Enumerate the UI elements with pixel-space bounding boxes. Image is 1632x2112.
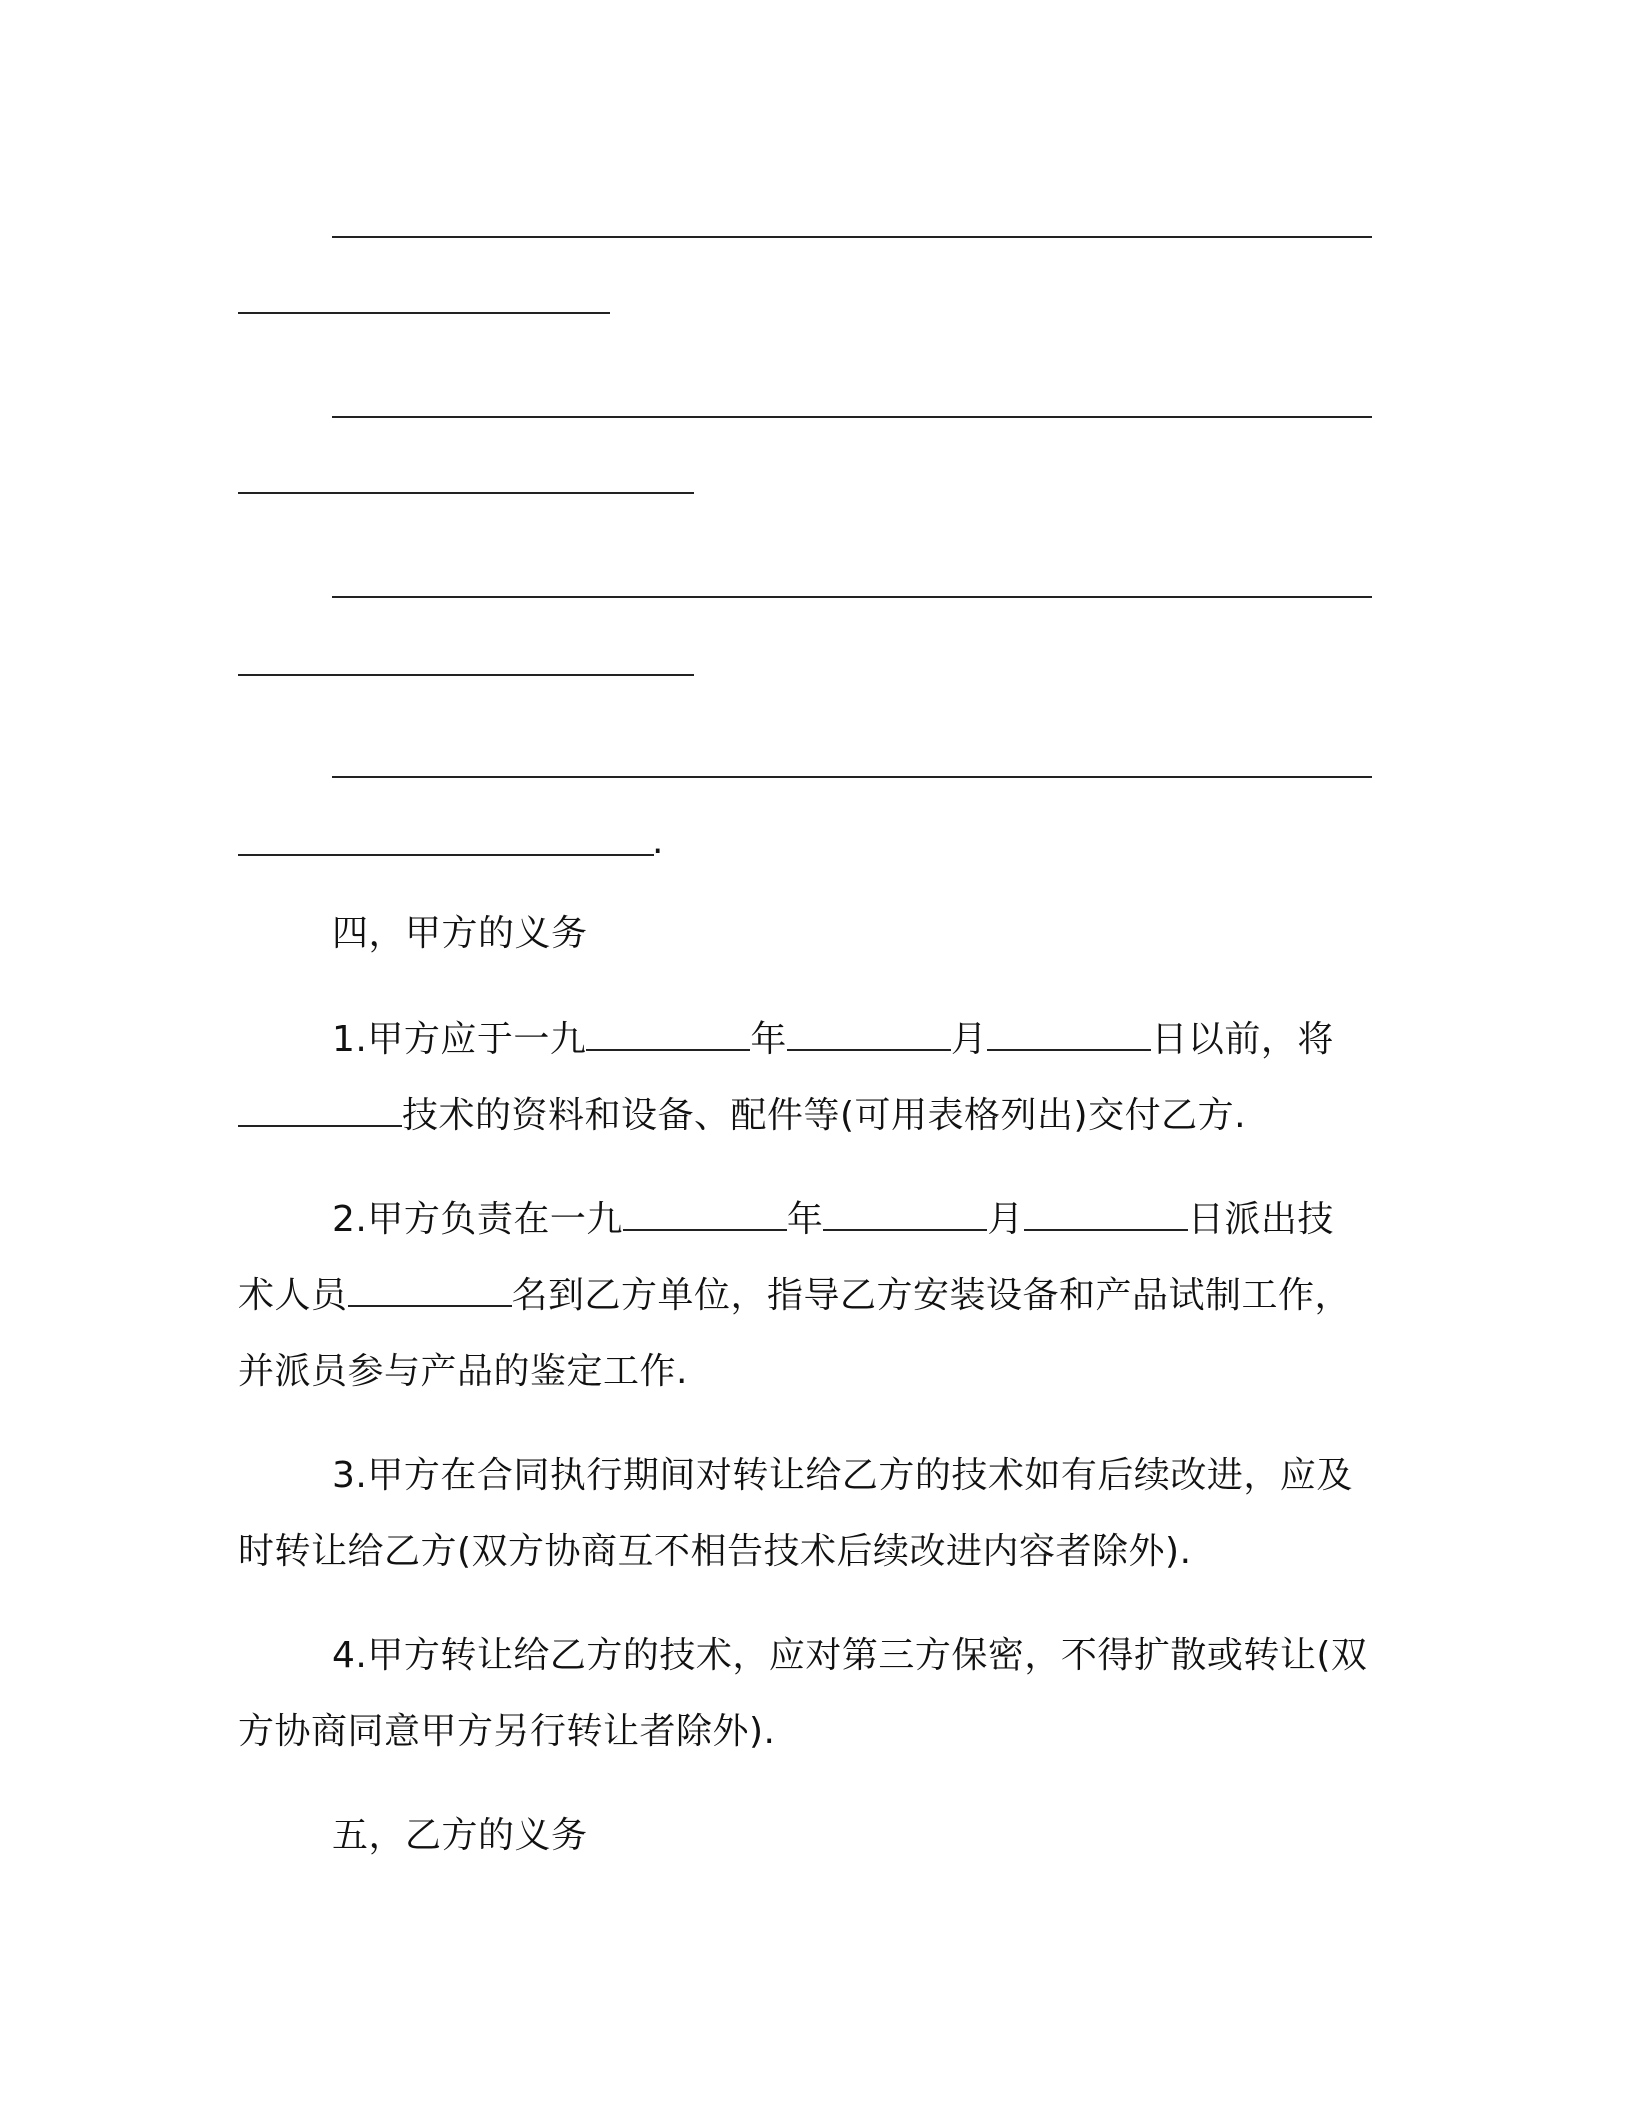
day-blank — [1024, 1199, 1188, 1231]
item-2-day-tail: 日派出技 — [1187, 1199, 1334, 1240]
month-label: 月 — [987, 1199, 1024, 1240]
blank-line — [332, 776, 1372, 778]
item-1-line-2 — [238, 1094, 1246, 1138]
staff-count-blank — [348, 1275, 512, 1307]
item-2-line-2-head: 术人员 — [238, 1275, 348, 1316]
item-3-line-2: 时转让给乙方(双方协商互不相告技术后续改进内容者除外). — [238, 1531, 1192, 1572]
blank-end-mark: . — [652, 821, 664, 862]
year-label: 年 — [750, 1019, 787, 1060]
year-label: 年 — [786, 1199, 824, 1240]
item-4-line-1: 4.甲方转让给乙方的技术，应对第三方保密，不得扩散或转让(双 — [332, 1635, 1368, 1676]
blank-line — [332, 236, 1372, 238]
blank-line — [238, 492, 694, 494]
item-2-line-2 — [238, 1274, 1351, 1318]
blank-line — [238, 312, 610, 314]
section-5-heading: 五，乙方的义务 — [332, 1815, 588, 1856]
item-1-line-2-text: 技术的资料和设备、配件等(可用表格列出)交付乙方. — [402, 1095, 1247, 1136]
item-1-lead: 1.甲方应于一九 — [332, 1019, 587, 1060]
year-blank — [623, 1199, 787, 1231]
blank-line — [332, 596, 1372, 598]
year-blank — [586, 1019, 750, 1051]
item-2-line-2-tail: 名到乙方单位，指导乙方安装设备和产品试制工作， — [511, 1275, 1352, 1316]
item-1-line-1 — [332, 1018, 1334, 1062]
month-blank — [787, 1019, 951, 1051]
item-2-lead: 2.甲方负责在一九 — [332, 1199, 623, 1240]
section-4-heading: 四，甲方的义务 — [332, 913, 588, 954]
day-blank — [987, 1019, 1151, 1051]
month-label: 月 — [950, 1019, 988, 1060]
item-2-line-1 — [332, 1198, 1334, 1242]
blank-line — [238, 674, 694, 676]
item-3-line-1: 3.甲方在合同执行期间对转让给乙方的技术如有后续改进，应及 — [332, 1455, 1353, 1496]
blank-line — [332, 416, 1372, 418]
month-blank — [823, 1199, 987, 1231]
item-4-line-2: 方协商同意甲方另行转让者除外). — [238, 1711, 776, 1752]
item-2-line-3: 并派员参与产品的鉴定工作. — [238, 1351, 688, 1392]
tech-name-blank — [238, 1095, 402, 1127]
blank-line — [238, 854, 654, 856]
item-1-day-tail: 日以前，将 — [1151, 1019, 1334, 1060]
